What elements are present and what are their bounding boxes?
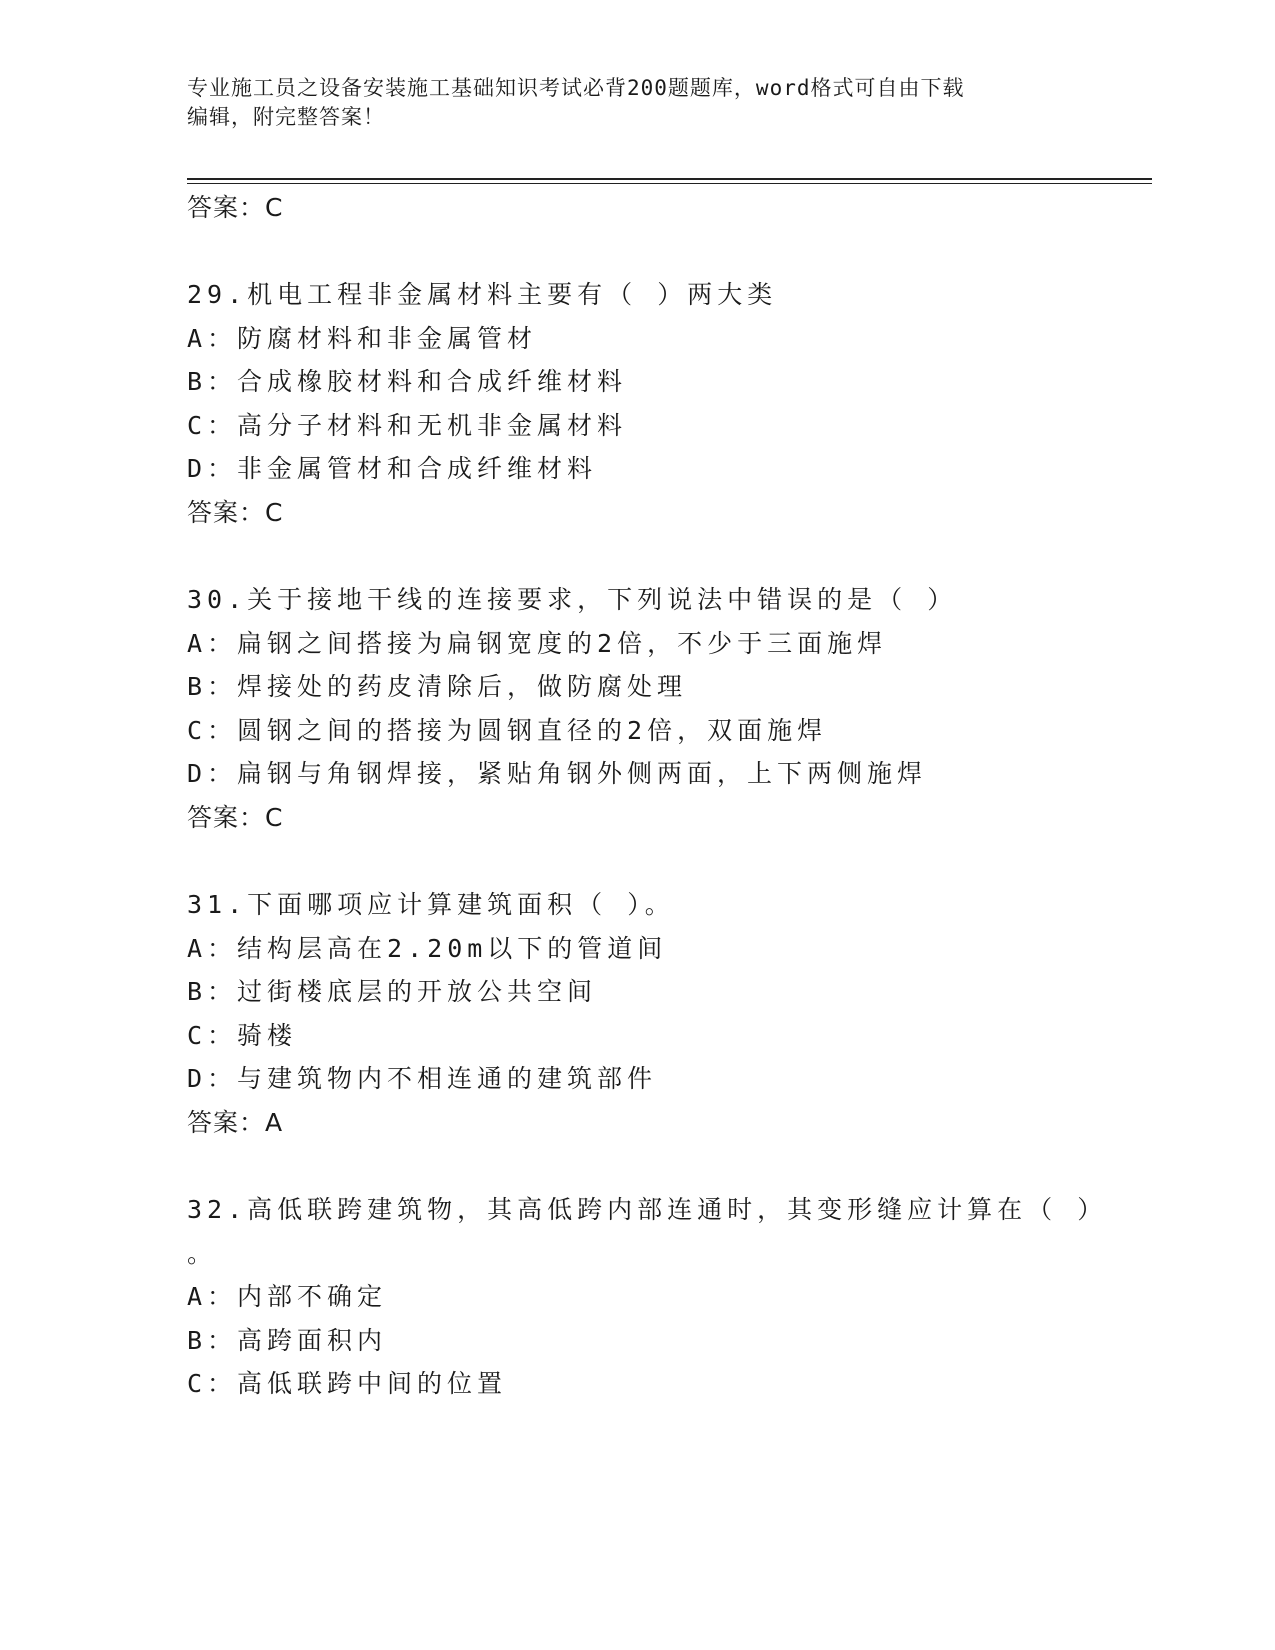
question-29-option-b: B：合成橡胶材料和合成纤维材料 (187, 367, 628, 396)
question-31-option-d: D：与建筑物内不相连通的建筑部件 (187, 1064, 658, 1093)
question-31-option-b: B：过街楼底层的开放公共空间 (187, 977, 598, 1006)
question-32-option-b: B：高跨面积内 (187, 1326, 388, 1355)
question-30-stem: 30.关于接地干线的连接要求，下列说法中错误的是（ ） (187, 585, 958, 614)
question-29-answer: 答案：C (187, 498, 284, 527)
header-divider-thin (187, 183, 1152, 184)
question-32-option-c: C：高低联跨中间的位置 (187, 1369, 508, 1398)
header-line-2: 编辑，附完整答案！ (187, 105, 385, 129)
header-line-1: 专业施工员之设备安装施工基础知识考试必背200题题库，word格式可自由下载 (187, 76, 965, 100)
question-31-stem: 31.下面哪项应计算建筑面积（ ）。 (187, 890, 675, 919)
question-29-option-d: D：非金属管材和合成纤维材料 (187, 454, 598, 483)
question-32-stem-continuation: 。 (187, 1239, 218, 1268)
header-divider-thick (187, 178, 1152, 180)
question-31-option-a: A：结构层高在2.20m以下的管道间 (187, 934, 668, 963)
document-header (187, 74, 1067, 132)
question-29-option-c: C：高分子材料和无机非金属材料 (187, 411, 628, 440)
question-30-option-d: D：扁钢与角钢焊接，紧贴角钢外侧两面，上下两侧施焊 (187, 759, 928, 788)
question-30-option-c: C：圆钢之间的搭接为圆钢直径的2倍，双面施焊 (187, 716, 828, 745)
question-31-answer: 答案：A (187, 1108, 284, 1137)
question-29-option-a: A：防腐材料和非金属管材 (187, 324, 538, 353)
question-32-stem: 32.高低联跨建筑物，其高低跨内部连通时，其变形缝应计算在（ ） (187, 1195, 1108, 1224)
question-30-option-b: B：焊接处的药皮清除后，做防腐处理 (187, 672, 688, 701)
question-29-stem: 29.机电工程非金属材料主要有（ ）两大类 (187, 280, 778, 309)
previous-answer: 答案：C (187, 193, 284, 222)
question-30-option-a: A：扁钢之间搭接为扁钢宽度的2倍，不少于三面施焊 (187, 629, 888, 658)
question-31-option-c: C：骑楼 (187, 1021, 298, 1050)
question-32-option-a: A：内部不确定 (187, 1282, 388, 1311)
question-30-answer: 答案：C (187, 803, 284, 832)
